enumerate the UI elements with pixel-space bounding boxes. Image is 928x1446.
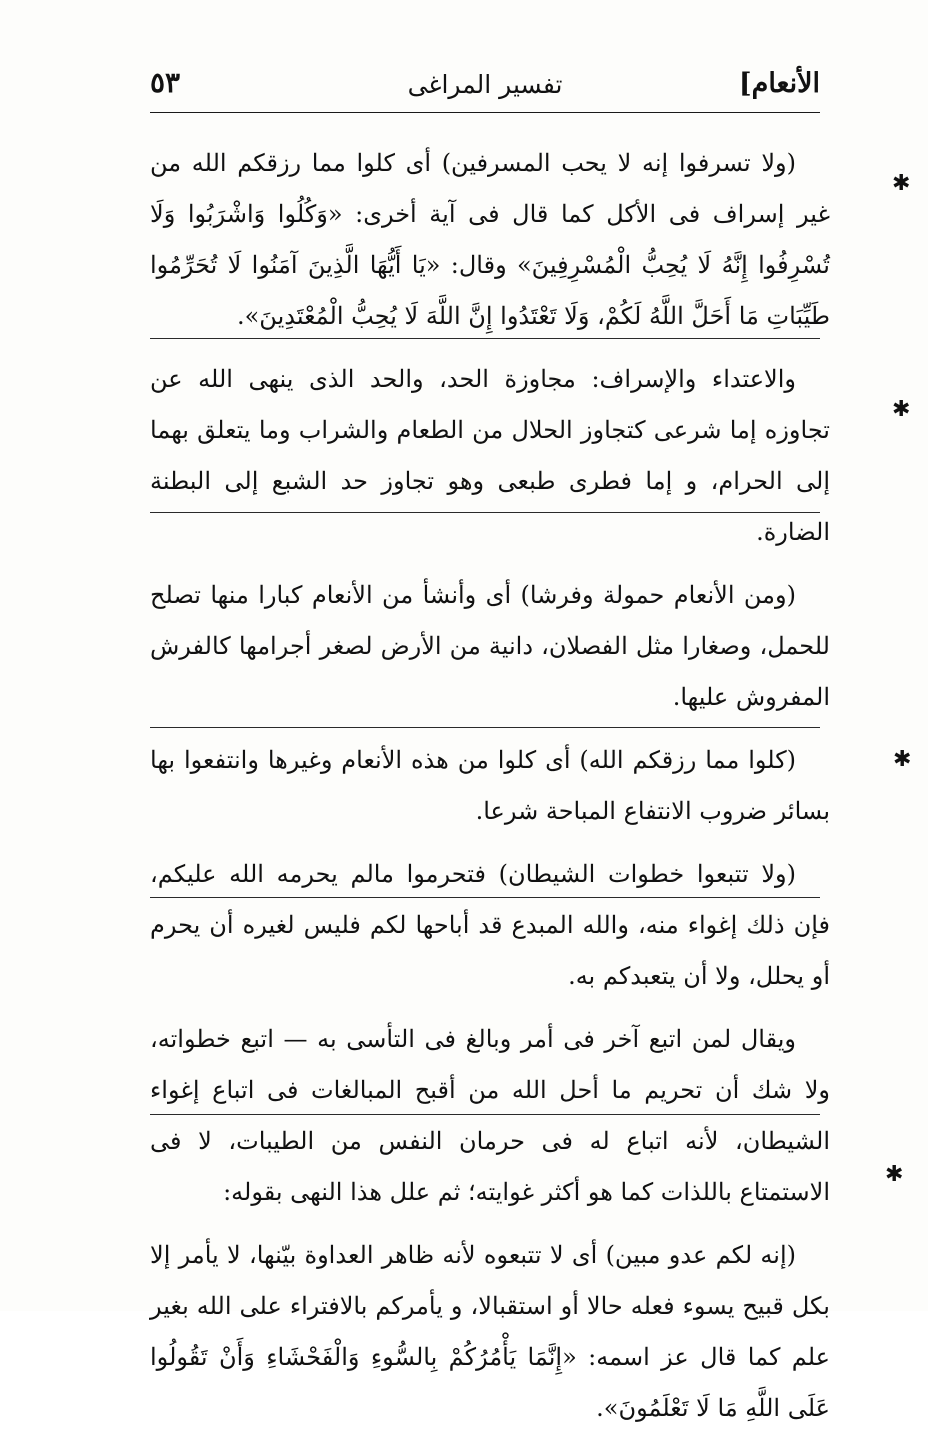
separator-line [150, 897, 820, 898]
header-rule [150, 112, 820, 113]
running-header [150, 62, 820, 106]
paragraph-4: (كلوا مما رزقكم الله) أى كلوا من هذه الأنعام وغيرها وانتفعوا بها بسائر ضروب الانتفاع المباحة شرعا. [150, 746, 830, 825]
book-title: تفسير المراغى [407, 70, 563, 99]
separator-line [150, 338, 820, 339]
page-body [150, 138, 830, 1446]
separator-line [150, 727, 820, 728]
section-name: الأنعام] [738, 68, 820, 99]
paragraph-2: والاعتداء والإسراف: مجاوزة الحد، والحد الذى ينهى الله عن تجاوزه إما شرعى كتجاوز الحلال من الطعام والشراب وما يتعلق بهما إلى الحرام، و إما فطرى طبعى وهو تجاوز حد الشبع إلى البطنة الضارة. [150, 365, 830, 546]
paragraph-3: (ومن الأنعام حمولة وفرشا) أى وأنشأ من الأنعام كبارا منها تصلح للحمل، وصغارا مثل الفصلان، دانية من الأرض لصغر أجرامها كالفرش المفروش عليها. [150, 581, 830, 711]
paragraph-7: (إنه لكم عدو مبين) أى لا تتبعوه لأنه ظاهر العداوة بيّنها، لا يأمر إلا بكل قبيح يسوء فعله حالا أو استقبالا، و يأمركم بالافتراء على الله بغير علم كما قال عز اسمه: «إِنَّمَا يَأْمُرُكُمْ بِالسُّوءِ وَالْفَحْشَاءِ وَأَنْ تَقُولُوا عَلَى اللَّهِ مَا لَا تَعْلَمُونَ». [150, 1241, 830, 1422]
paragraph-5: (ولا تتبعوا خطوات الشيطان) فتحرموا مالم يحرمه الله عليكم، فإن ذلك إغواء منه، والله المبدع قد أباحها لكم فليس لغيره أن يحرم أو يحلل، ولا أن يتعبدكم به. [150, 860, 830, 990]
margin-mark-icon: ✱ [892, 171, 911, 196]
margin-mark-icon: ✱ [893, 747, 912, 772]
separator-line [150, 512, 820, 513]
separator-line [150, 1114, 820, 1115]
page-number: ٥٣ [150, 66, 181, 99]
paragraph-6: ويقال لمن اتبع آخر فى أمر وبالغ فى التأسى به — اتبع خطواته، ولا شك أن تحريم ما أحل الله من أقبح المبالغات فى اتباع إغواء الشيطان، لأنه اتباع له فى حرمان النفس من الطيبات، لا فى الاستمتاع باللذات كما هو أكثر غوايته؛ ثم علل هذا النهى بقوله: [150, 1025, 830, 1206]
margin-mark-icon: ✱ [892, 397, 911, 422]
margin-mark-icon: ✱ [885, 1162, 904, 1187]
paragraph-1: (ولا تسرفوا إنه لا يحب المسرفين) أى كلوا مما رزقكم الله من غير إسراف فى الأكل كما قال فى آية أخرى: «وَكُلُوا وَاشْرَبُوا وَلَا تُسْرِفُوا إِنَّهُ لَا يُحِبُّ الْمُسْرِفِينَ» وقال: «يَا أَيُّهَا الَّذِينَ آمَنُوا لَا تُحَرِّمُوا طَيِّبَاتِ مَا أَحَلَّ اللَّهُ لَكُمْ، وَلَا تَعْتَدُوا إِنَّ اللَّهَ لَا يُحِبُّ الْمُعْتَدِينَ». [150, 149, 830, 330]
